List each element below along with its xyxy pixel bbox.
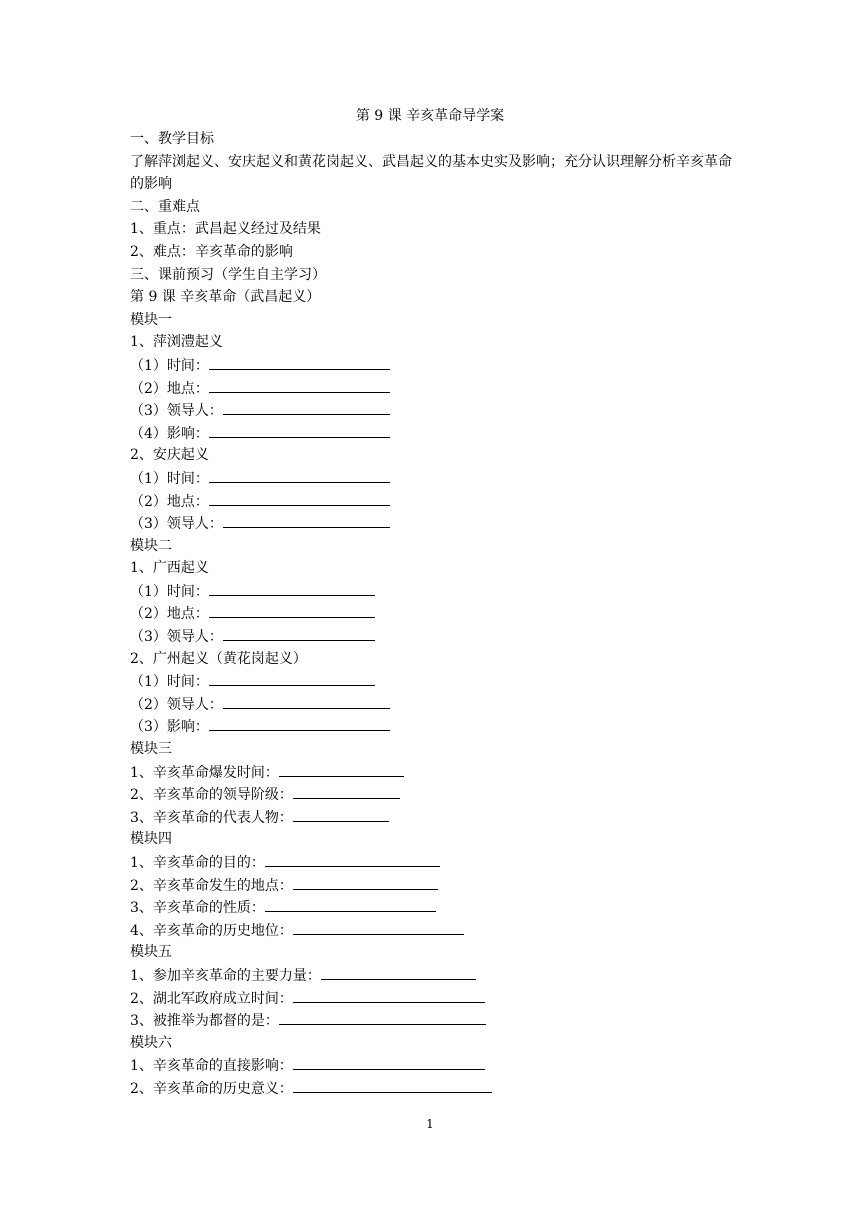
text-line [130, 264, 740, 287]
answer-blank[interactable] [209, 715, 390, 731]
answer-blank[interactable] [209, 377, 390, 393]
answer-blank[interactable] [293, 783, 400, 799]
answer-blank[interactable] [209, 422, 390, 438]
line-text: 2、安庆起义 [130, 447, 209, 464]
text-line [130, 331, 740, 354]
answer-blank[interactable] [209, 467, 390, 483]
fill-in-question [130, 377, 740, 400]
line-text: 1、辛亥革命爆发时间： [130, 764, 279, 781]
answer-blank[interactable] [265, 851, 440, 867]
line-text: 二、重难点 [130, 198, 200, 215]
line-text: 4、辛亥革命的历史地位： [130, 922, 293, 939]
line-text: 2、辛亥革命的历史意义： [130, 1080, 293, 1097]
fill-in-question [130, 467, 740, 490]
text-line [130, 309, 740, 332]
line-text: 2、湖北军政府成立时间： [130, 990, 293, 1007]
fill-in-question [130, 783, 740, 806]
fill-in-question [130, 851, 740, 874]
line-text: （1）时间： [130, 470, 209, 487]
line-text: （1）时间： [130, 674, 209, 691]
answer-blank[interactable] [223, 693, 390, 709]
text-line [130, 1032, 740, 1055]
answer-blank[interactable] [279, 761, 404, 777]
line-text: 1、重点：武昌起义经过及结果 [130, 221, 321, 238]
line-text: （1）时间： [130, 357, 209, 374]
text-line [130, 648, 740, 671]
line-text: 1、参加辛亥革命的主要力量： [130, 967, 321, 984]
answer-blank[interactable] [293, 1054, 485, 1070]
line-text: 2、广州起义（黄花岗起义） [130, 650, 307, 667]
line-text: （2）领导人： [130, 696, 223, 713]
text-line [130, 218, 740, 241]
line-text: （3）领导人： [130, 516, 223, 533]
fill-in-question [130, 919, 740, 942]
line-text: 2、辛亥革命发生的地点： [130, 877, 293, 894]
text-line [130, 241, 740, 264]
line-text: 模块五 [130, 944, 172, 961]
line-text: 2、辛亥革命的领导阶级： [130, 787, 293, 804]
line-text: （2）地点： [130, 606, 209, 623]
fill-in-question [130, 874, 740, 897]
answer-blank[interactable] [223, 625, 375, 641]
answer-blank[interactable] [209, 602, 375, 618]
answer-blank[interactable] [209, 670, 375, 686]
line-text: 2、难点：辛亥革命的影响 [130, 243, 293, 260]
answer-blank[interactable] [265, 896, 436, 912]
fill-in-question [130, 761, 740, 784]
answer-blank[interactable] [293, 987, 485, 1003]
line-text: 三、课前预习（学生自主学习） [130, 266, 326, 283]
line-text: （2）地点： [130, 493, 209, 510]
line-text: （4）影响： [130, 425, 209, 442]
line-text: 1、辛亥革命的直接影响： [130, 1058, 293, 1075]
line-text: 模块二 [130, 537, 172, 554]
text-line [130, 286, 740, 309]
fill-in-question [130, 1054, 740, 1077]
fill-in-question [130, 580, 740, 603]
answer-blank[interactable] [209, 354, 390, 370]
fill-in-question [130, 987, 740, 1010]
fill-in-question [130, 896, 740, 919]
answer-blank[interactable] [293, 919, 464, 935]
line-text: 一、教学目标 [130, 131, 214, 147]
fill-in-question [130, 625, 740, 648]
text-line [130, 738, 740, 761]
line-text: 模块六 [130, 1034, 172, 1051]
text-line [130, 444, 740, 467]
answer-blank[interactable] [209, 490, 390, 506]
text-line [130, 128, 740, 151]
fill-in-question [130, 399, 740, 422]
fill-in-question [130, 422, 740, 445]
fill-in-question [130, 490, 740, 513]
text-line [130, 941, 740, 964]
line-text: 1、广西起义 [130, 560, 209, 577]
line-text: 1、辛亥革命的目的： [130, 855, 265, 871]
line-text: 3、辛亥革命的代表人物： [130, 809, 293, 826]
answer-blank[interactable] [293, 1077, 492, 1093]
answer-blank[interactable] [321, 964, 476, 980]
document-body [130, 128, 740, 1100]
text-line [130, 557, 740, 580]
fill-in-question [130, 1009, 740, 1032]
fill-in-question [130, 693, 740, 716]
line-text: 1、萍浏澧起义 [130, 334, 223, 351]
fill-in-question [130, 806, 740, 829]
line-text: （3）影响： [130, 719, 209, 736]
answer-blank[interactable] [223, 512, 390, 528]
answer-blank[interactable] [209, 580, 375, 596]
answer-blank[interactable] [293, 806, 389, 822]
page-number: 1 [426, 1117, 434, 1131]
line-text: （3）领导人： [130, 629, 223, 646]
line-text: （3）领导人： [130, 403, 223, 420]
fill-in-question [130, 512, 740, 535]
fill-in-question [130, 715, 740, 738]
line-text: 了解萍浏起义、安庆起义和黄花岗起义、武昌起义的基本史实及影响；充分认识理解分析辛亥革命的影响 [130, 153, 732, 193]
answer-blank[interactable] [279, 1009, 486, 1025]
fill-in-question [130, 1077, 740, 1100]
document-title: 第 9 课 辛亥革命导学案 [355, 108, 505, 124]
line-text: 模块三 [130, 741, 172, 758]
answer-blank[interactable] [223, 399, 390, 415]
text-line [130, 828, 740, 851]
line-text: 模块一 [130, 311, 172, 328]
line-text: 3、被推举为都督的是： [130, 1013, 279, 1030]
fill-in-question [130, 602, 740, 625]
fill-in-question [130, 670, 740, 693]
paragraph [130, 151, 740, 196]
fill-in-question [130, 964, 740, 987]
line-text: （2）地点： [130, 380, 209, 397]
line-text: 第 9 课 辛亥革命（武昌起义） [130, 289, 321, 306]
line-text: 3、辛亥革命的性质： [130, 900, 265, 917]
line-text: 模块四 [130, 831, 172, 848]
answer-blank[interactable] [293, 874, 438, 890]
line-text: （1）时间： [130, 583, 209, 600]
fill-in-question [130, 354, 740, 377]
text-line [130, 535, 740, 558]
text-line [130, 196, 740, 219]
